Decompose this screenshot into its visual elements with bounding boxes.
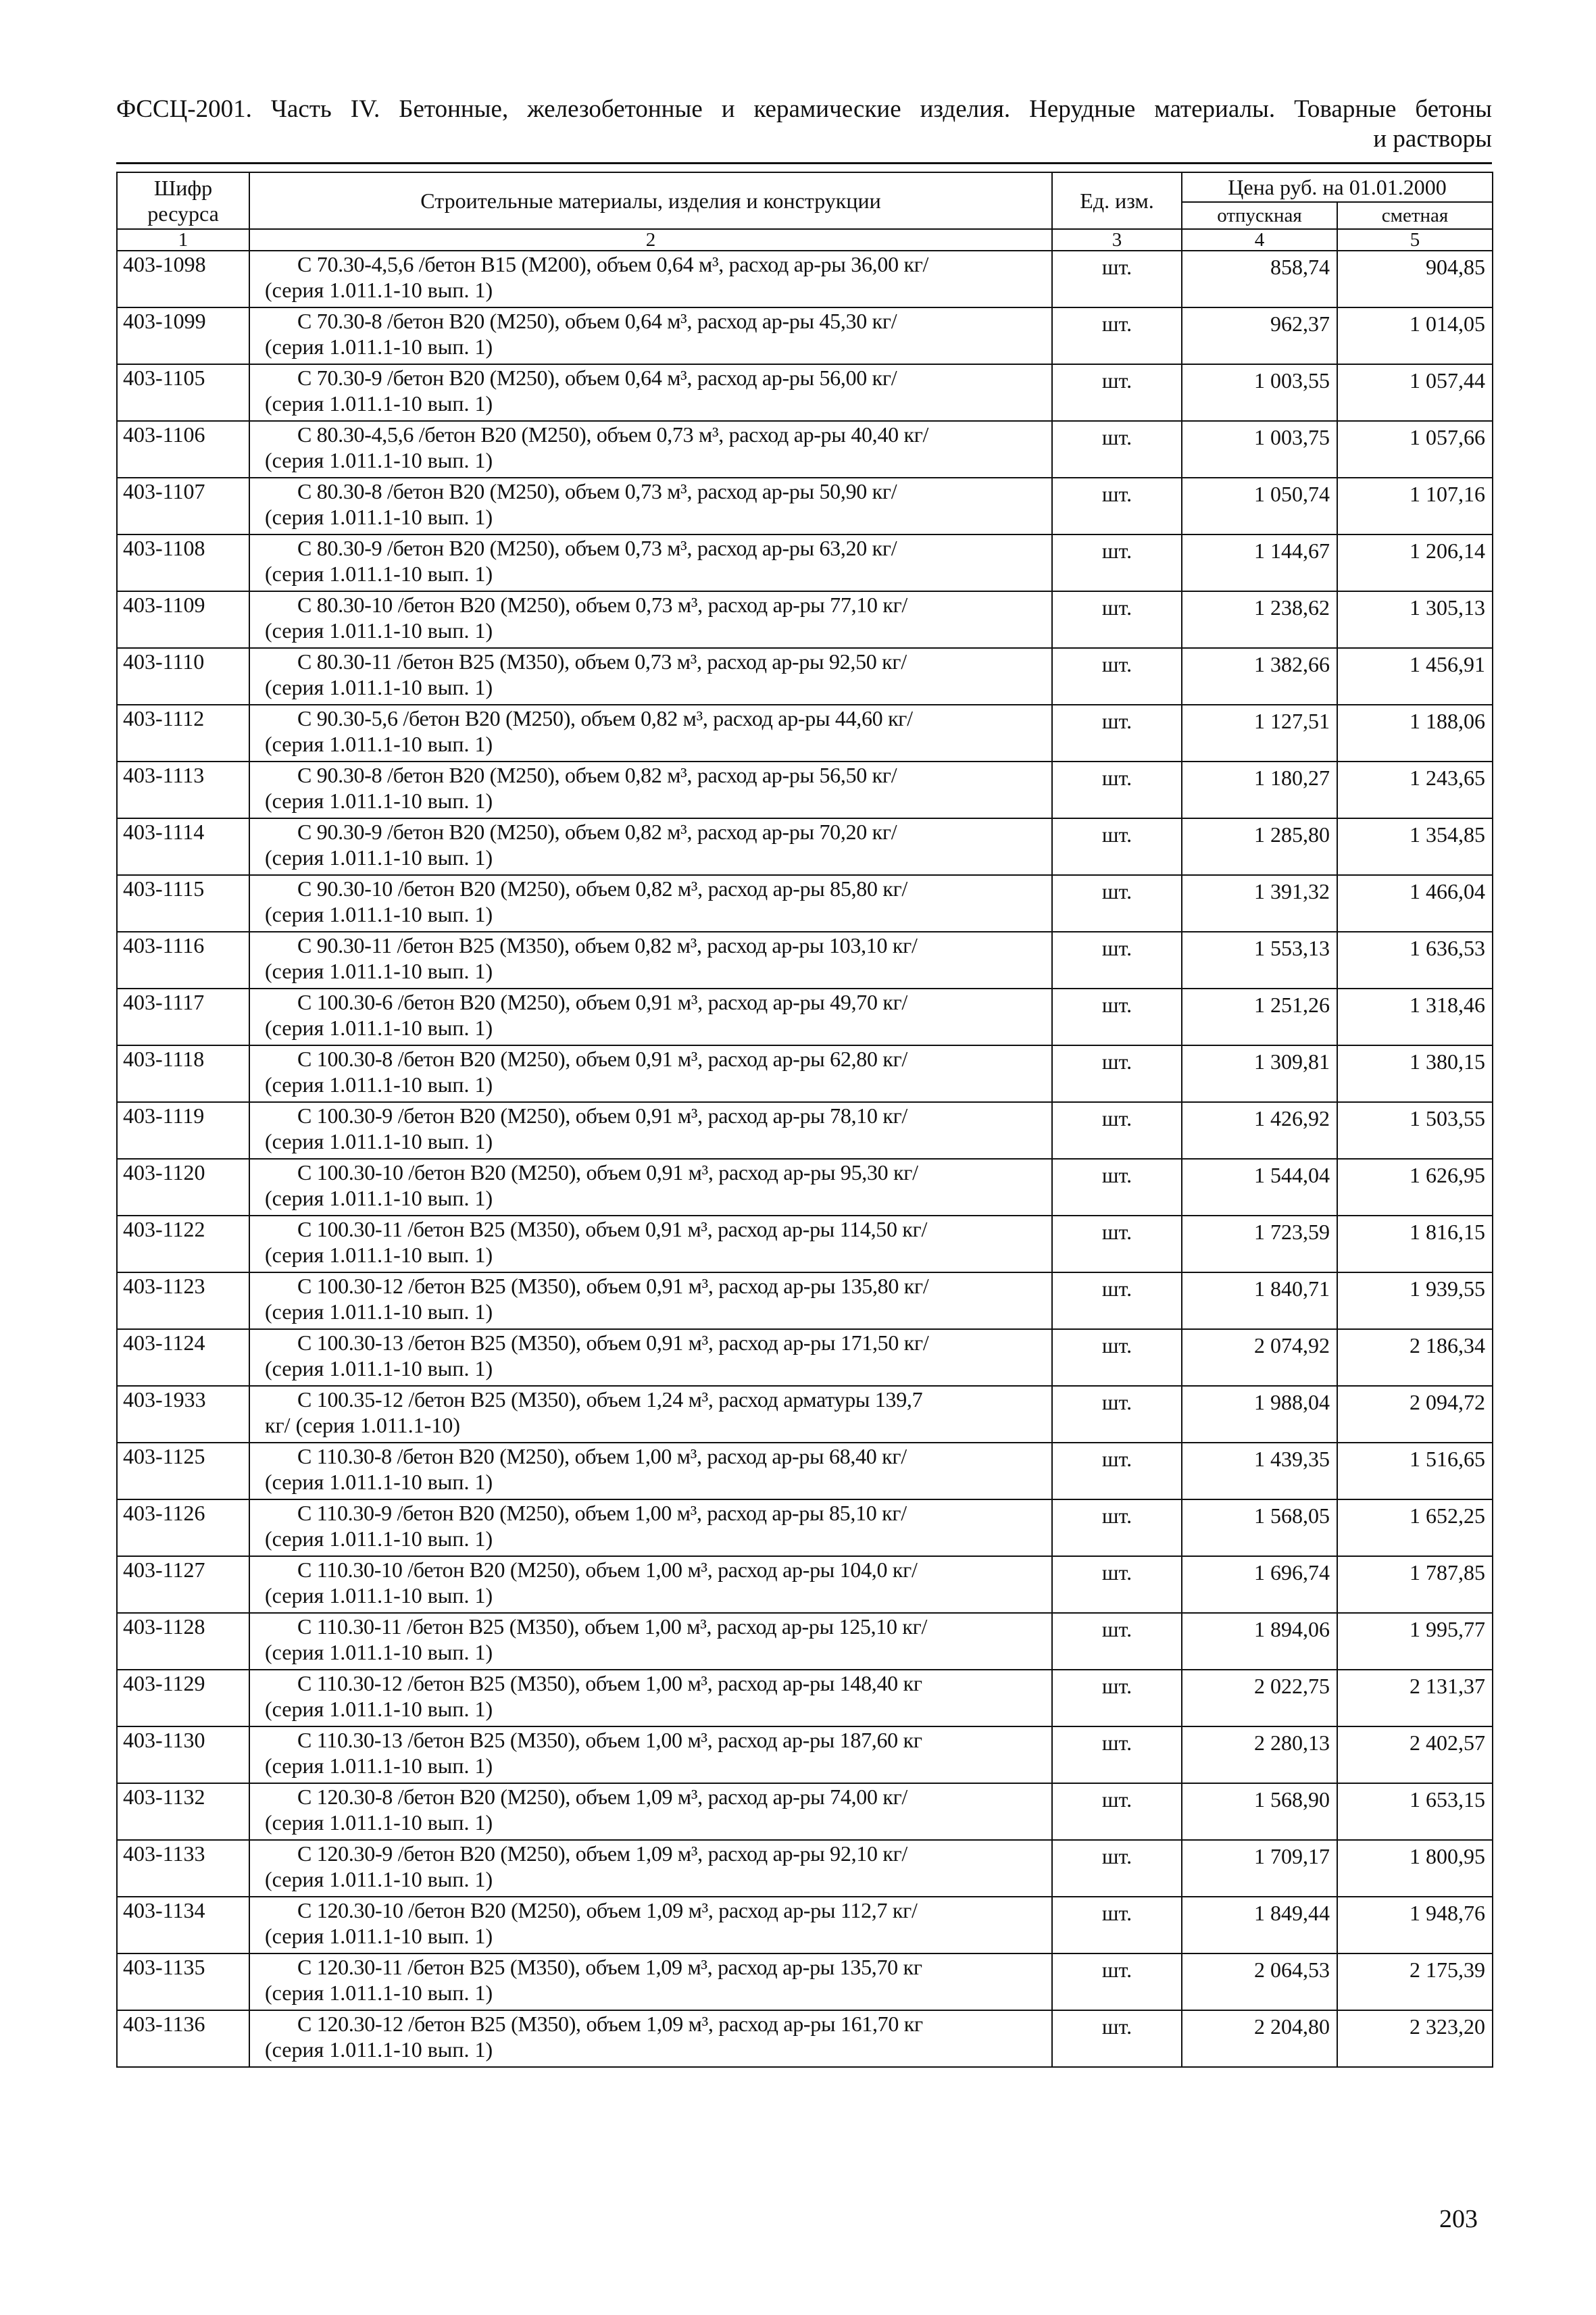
description-series: (серия 1.011.1-10 вып. 1): [265, 1129, 493, 1153]
column-header-price-group: Цена руб. на 01.01.2000: [1182, 172, 1493, 202]
estimate-price: 2 402,57: [1337, 1726, 1493, 1783]
description-line: С 90.30-10 /бетон В20 (М250), объем 0,82 м³, расход ар-ры 85,80 кг/: [297, 876, 908, 901]
material-description: [249, 989, 1052, 1045]
estimate-price: 1 354,85: [1337, 818, 1493, 875]
resource-code: 403-1135: [117, 1953, 249, 2010]
unit: шт.: [1052, 932, 1182, 989]
unit: шт.: [1052, 1216, 1182, 1272]
estimate-price: 1 948,76: [1337, 1897, 1493, 1953]
estimate-price: 1 626,95: [1337, 1159, 1493, 1216]
table-row: [117, 1045, 1493, 1102]
description-line: С 100.35-12 /бетон В25 (М350), объем 1,24 м³, расход арматуры 139,7: [297, 1387, 923, 1412]
estimate-price: 1 206,14: [1337, 534, 1493, 591]
description-series: (серия 1.011.1-10 вып. 1): [265, 391, 493, 416]
column-header-unit: Ед. изм.: [1052, 172, 1182, 229]
unit: шт.: [1052, 1726, 1182, 1783]
table-row: [117, 1670, 1493, 1726]
unit: шт.: [1052, 818, 1182, 875]
release-price: 1 127,51: [1182, 705, 1337, 762]
release-price: 1 180,27: [1182, 762, 1337, 818]
unit: шт.: [1052, 1329, 1182, 1386]
release-price: 1 251,26: [1182, 989, 1337, 1045]
release-price: 1 144,67: [1182, 534, 1337, 591]
estimate-price: 1 188,06: [1337, 705, 1493, 762]
description-series: (серия 1.011.1-10 вып. 1): [265, 1981, 493, 2005]
estimate-price: 1 503,55: [1337, 1102, 1493, 1159]
description-line: С 100.30-8 /бетон В20 (М250), объем 0,91 м³, расход ар-ры 62,80 кг/: [297, 1047, 908, 1071]
resource-code: 403-1110: [117, 648, 249, 705]
resource-code: 403-1108: [117, 534, 249, 591]
description-series: (серия 1.011.1-10 вып. 1): [265, 1299, 493, 1324]
material-description: [249, 364, 1052, 421]
unit: шт.: [1052, 251, 1182, 307]
table-row: [117, 932, 1493, 989]
table-row: [117, 1726, 1493, 1783]
resource-code: 403-1127: [117, 1556, 249, 1613]
material-description: [249, 307, 1052, 364]
description-series: (серия 1.011.1-10 вып. 1): [265, 1583, 493, 1608]
description-series: (серия 1.011.1-10 вып. 1): [265, 1470, 493, 1494]
table-header: [117, 172, 1493, 251]
column-number: 3: [1052, 229, 1182, 251]
description-line: С 120.30-12 /бетон В25 (М350), объем 1,09 м³, расход ар-ры 161,70 кг: [297, 2012, 923, 2036]
column-header-materials: Строительные материалы, изделия и конструкции: [249, 172, 1052, 229]
release-price: 1 003,55: [1182, 364, 1337, 421]
table-body: [117, 251, 1493, 2067]
release-price: 1 238,62: [1182, 591, 1337, 648]
estimate-price: 1 652,25: [1337, 1499, 1493, 1556]
resource-code: 403-1132: [117, 1783, 249, 1840]
material-description: [249, 1499, 1052, 1556]
release-price: 1 544,04: [1182, 1159, 1337, 1216]
release-price: 962,37: [1182, 307, 1337, 364]
material-description: [249, 1102, 1052, 1159]
resource-code: 403-1109: [117, 591, 249, 648]
description-series: (серия 1.011.1-10 вып. 1): [265, 1924, 493, 1948]
price-table: [116, 172, 1493, 2068]
estimate-price: 1 456,91: [1337, 648, 1493, 705]
description-line: С 90.30-11 /бетон В25 (М350), объем 0,82 м³, расход ар-ры 103,10 кг/: [297, 933, 918, 957]
resource-code: 403-1107: [117, 478, 249, 534]
description-series: (серия 1.011.1-10 вып. 1): [265, 732, 493, 756]
estimate-price: 1 800,95: [1337, 1840, 1493, 1897]
description-series: (серия 1.011.1-10 вып. 1): [265, 1072, 493, 1097]
release-price: 1 568,90: [1182, 1783, 1337, 1840]
description-series: (серия 1.011.1-10 вып. 1): [265, 1810, 493, 1835]
description-line: С 110.30-8 /бетон В20 (М250), объем 1,00 м³, расход ар-ры 68,40 кг/: [297, 1444, 907, 1468]
description-line: С 110.30-13 /бетон В25 (М350), объем 1,00 м³, расход ар-ры 187,60 кг: [297, 1728, 922, 1752]
table-row: [117, 1216, 1493, 1272]
table-row: [117, 591, 1493, 648]
description-line: С 100.30-9 /бетон В20 (М250), объем 0,91 м³, расход ар-ры 78,10 кг/: [297, 1103, 908, 1128]
material-description: [249, 591, 1052, 648]
material-description: [249, 1329, 1052, 1386]
unit: шт.: [1052, 1272, 1182, 1329]
table-row: [117, 875, 1493, 932]
description-series: (серия 1.011.1-10 вып. 1): [265, 2037, 493, 2062]
unit: шт.: [1052, 591, 1182, 648]
table-row: [117, 1953, 1493, 2010]
table-row: [117, 364, 1493, 421]
description-series: (серия 1.011.1-10 вып. 1): [265, 1016, 493, 1040]
release-price: 1 426,92: [1182, 1102, 1337, 1159]
material-description: [249, 1897, 1052, 1953]
release-price: 1 709,17: [1182, 1840, 1337, 1897]
description-line: С 100.30-10 /бетон В20 (М250), объем 0,91 м³, расход ар-ры 95,30 кг/: [297, 1160, 918, 1185]
description-series: (серия 1.011.1-10 вып. 1): [265, 902, 493, 926]
material-description: [249, 1670, 1052, 1726]
release-price: 1 391,32: [1182, 875, 1337, 932]
resource-code: 403-1105: [117, 364, 249, 421]
release-price: 2 074,92: [1182, 1329, 1337, 1386]
estimate-price: 2 175,39: [1337, 1953, 1493, 2010]
unit: шт.: [1052, 705, 1182, 762]
material-description: [249, 705, 1052, 762]
description-series: (серия 1.011.1-10 вып. 1): [265, 562, 493, 586]
column-number: 4: [1182, 229, 1337, 251]
description-series: (серия 1.011.1-10 вып. 1): [265, 1867, 493, 1891]
estimate-price: 1 014,05: [1337, 307, 1493, 364]
estimate-price: 1 380,15: [1337, 1045, 1493, 1102]
table-row: [117, 648, 1493, 705]
description-line: С 120.30-10 /бетон В20 (М250), объем 1,09 м³, расход ар-ры 112,7 кг/: [297, 1898, 918, 1922]
unit: шт.: [1052, 364, 1182, 421]
description-line: С 80.30-8 /бетон В20 (М250), объем 0,73 м³, расход ар-ры 50,90 кг/: [297, 479, 897, 503]
table-row: [117, 1443, 1493, 1499]
table-row: [117, 705, 1493, 762]
table-row: [117, 307, 1493, 364]
estimate-price: 2 131,37: [1337, 1670, 1493, 1726]
column-number: 5: [1337, 229, 1493, 251]
unit: шт.: [1052, 1613, 1182, 1670]
material-description: [249, 818, 1052, 875]
unit: шт.: [1052, 534, 1182, 591]
material-description: [249, 534, 1052, 591]
description-line: С 120.30-9 /бетон В20 (М250), объем 1,09 м³, расход ар-ры 92,10 кг/: [297, 1841, 908, 1866]
release-price: 1 553,13: [1182, 932, 1337, 989]
table-row: [117, 534, 1493, 591]
description-line: С 100.30-11 /бетон В25 (М350), объем 0,91 м³, расход ар-ры 114,50 кг/: [297, 1217, 928, 1241]
column-header-estimate-price: сметная: [1337, 202, 1493, 229]
unit: шт.: [1052, 2010, 1182, 2067]
description-series: (серия 1.011.1-10 вып. 1): [265, 1753, 493, 1778]
resource-code: 403-1120: [117, 1159, 249, 1216]
resource-code: 403-1125: [117, 1443, 249, 1499]
description-series: (серия 1.011.1-10 вып. 1): [265, 1526, 493, 1551]
document-title: ФССЦ-2001. Часть IV. Бетонные, железобетонные и керамические изделия. Нерудные материалы. Товарные бетоны: [116, 95, 1492, 123]
material-description: [249, 478, 1052, 534]
release-price: 2 022,75: [1182, 1670, 1337, 1726]
material-description: [249, 1216, 1052, 1272]
table-row: [117, 1499, 1493, 1556]
release-price: 1 840,71: [1182, 1272, 1337, 1329]
resource-code: 403-1114: [117, 818, 249, 875]
material-description: [249, 1840, 1052, 1897]
material-description: [249, 1726, 1052, 1783]
table-row: [117, 818, 1493, 875]
description-series: (серия 1.011.1-10 вып. 1): [265, 448, 493, 472]
table-row: [117, 1272, 1493, 1329]
unit: шт.: [1052, 1159, 1182, 1216]
estimate-price: 1 466,04: [1337, 875, 1493, 932]
unit: шт.: [1052, 989, 1182, 1045]
table-row: [117, 1386, 1493, 1443]
resource-code: 403-1116: [117, 932, 249, 989]
material-description: [249, 762, 1052, 818]
unit: шт.: [1052, 421, 1182, 478]
description-line: С 110.30-12 /бетон В25 (М350), объем 1,00 м³, расход ар-ры 148,40 кг: [297, 1671, 922, 1695]
resource-code: 403-1123: [117, 1272, 249, 1329]
estimate-price: 1 636,53: [1337, 932, 1493, 989]
material-description: [249, 1443, 1052, 1499]
estimate-price: 1 318,46: [1337, 989, 1493, 1045]
description-line: С 100.30-13 /бетон В25 (М350), объем 0,91 м³, расход ар-ры 171,50 кг/: [297, 1330, 929, 1355]
release-price: 1 285,80: [1182, 818, 1337, 875]
resource-code: 403-1099: [117, 307, 249, 364]
release-price: 1 894,06: [1182, 1613, 1337, 1670]
table-row: [117, 478, 1493, 534]
table-row: [117, 989, 1493, 1045]
description-line: С 110.30-11 /бетон В25 (М350), объем 1,00 м³, расход ар-ры 125,10 кг/: [297, 1614, 928, 1639]
description-series: (серия 1.011.1-10 вып. 1): [265, 278, 493, 302]
unit: шт.: [1052, 1783, 1182, 1840]
unit: шт.: [1052, 1840, 1182, 1897]
material-description: [249, 1045, 1052, 1102]
resource-code: 403-1130: [117, 1726, 249, 1783]
description-series: (серия 1.011.1-10 вып. 1): [265, 789, 493, 813]
unit: шт.: [1052, 1443, 1182, 1499]
release-price: 1 050,74: [1182, 478, 1337, 534]
release-price: 2 204,80: [1182, 2010, 1337, 2067]
release-price: 1 382,66: [1182, 648, 1337, 705]
description-series: (серия 1.011.1-10 вып. 1): [265, 618, 493, 643]
material-description: [249, 1159, 1052, 1216]
release-price: 1 439,35: [1182, 1443, 1337, 1499]
description-line: С 120.30-11 /бетон В25 (М350), объем 1,09 м³, расход ар-ры 135,70 кг: [297, 1955, 922, 1979]
estimate-price: 2 094,72: [1337, 1386, 1493, 1443]
resource-code: 403-1106: [117, 421, 249, 478]
unit: шт.: [1052, 1670, 1182, 1726]
material-description: [249, 1386, 1052, 1443]
release-price: 1 003,75: [1182, 421, 1337, 478]
release-price: 858,74: [1182, 251, 1337, 307]
table-row: [117, 2010, 1493, 2067]
description-line: С 90.30-9 /бетон В20 (М250), объем 0,82 м³, расход ар-ры 70,20 кг/: [297, 820, 897, 844]
resource-code: 403-1119: [117, 1102, 249, 1159]
description-series: (серия 1.011.1-10 вып. 1): [265, 1186, 493, 1210]
table-row: [117, 1783, 1493, 1840]
material-description: [249, 1783, 1052, 1840]
unit: шт.: [1052, 1556, 1182, 1613]
estimate-price: 1 057,44: [1337, 364, 1493, 421]
resource-code: 403-1126: [117, 1499, 249, 1556]
description-line: С 90.30-8 /бетон В20 (М250), объем 0,82 м³, расход ар-ры 56,50 кг/: [297, 763, 897, 787]
table-row: [117, 1897, 1493, 1953]
description-line: С 80.30-11 /бетон В25 (М350), объем 0,73 м³, расход ар-ры 92,50 кг/: [297, 649, 907, 674]
description-line: С 120.30-8 /бетон В20 (М250), объем 1,09 м³, расход ар-ры 74,00 кг/: [297, 1785, 908, 1809]
table-row: [117, 762, 1493, 818]
resource-code: 403-1933: [117, 1386, 249, 1443]
column-header-release-price: отпускная: [1182, 202, 1337, 229]
column-number: 1: [117, 229, 249, 251]
document-title-continued: и растворы: [1373, 125, 1492, 153]
description-series: (серия 1.011.1-10 вып. 1): [265, 1356, 493, 1380]
release-price: 1 309,81: [1182, 1045, 1337, 1102]
resource-code: 403-1122: [117, 1216, 249, 1272]
estimate-price: 1 107,16: [1337, 478, 1493, 534]
description-series: (серия 1.011.1-10 вып. 1): [265, 334, 493, 359]
description-series: (серия 1.011.1-10 вып. 1): [265, 845, 493, 870]
material-description: [249, 251, 1052, 307]
description-line: С 70.30-8 /бетон В20 (М250), объем 0,64 м³, расход ар-ры 45,30 кг/: [297, 309, 897, 333]
resource-code: 403-1129: [117, 1670, 249, 1726]
header-rule: [116, 162, 1492, 164]
estimate-price: 1 057,66: [1337, 421, 1493, 478]
table-row: [117, 251, 1493, 307]
description-series: (серия 1.011.1-10 вып. 1): [265, 959, 493, 983]
estimate-price: 1 653,15: [1337, 1783, 1493, 1840]
material-description: [249, 421, 1052, 478]
description-series: (серия 1.011.1-10 вып. 1): [265, 675, 493, 699]
resource-code: 403-1115: [117, 875, 249, 932]
estimate-price: 1 516,65: [1337, 1443, 1493, 1499]
description-line: С 70.30-9 /бетон В20 (М250), объем 0,64 м³, расход ар-ры 56,00 кг/: [297, 366, 897, 390]
unit: шт.: [1052, 875, 1182, 932]
material-description: [249, 932, 1052, 989]
resource-code: 403-1112: [117, 705, 249, 762]
table-row: [117, 1613, 1493, 1670]
resource-code: 403-1136: [117, 2010, 249, 2067]
release-price: 1 988,04: [1182, 1386, 1337, 1443]
description-line: С 100.30-12 /бетон В25 (М350), объем 0,91 м³, расход ар-ры 135,80 кг/: [297, 1274, 929, 1298]
description-line: С 90.30-5,6 /бетон В20 (М250), объем 0,82 м³, расход ар-ры 44,60 кг/: [297, 706, 913, 730]
unit: шт.: [1052, 307, 1182, 364]
table-row: [117, 1159, 1493, 1216]
estimate-price: 1 243,65: [1337, 762, 1493, 818]
unit: шт.: [1052, 478, 1182, 534]
unit: шт.: [1052, 1499, 1182, 1556]
release-price: 2 280,13: [1182, 1726, 1337, 1783]
resource-code: 403-1118: [117, 1045, 249, 1102]
estimate-price: 1 816,15: [1337, 1216, 1493, 1272]
material-description: [249, 648, 1052, 705]
description-series: кг/ (серия 1.011.1-10): [265, 1413, 460, 1437]
resource-code: 403-1128: [117, 1613, 249, 1670]
description-line: С 100.30-6 /бетон В20 (М250), объем 0,91 м³, расход ар-ры 49,70 кг/: [297, 990, 908, 1014]
unit: шт.: [1052, 1953, 1182, 2010]
unit: шт.: [1052, 1102, 1182, 1159]
resource-code: 403-1113: [117, 762, 249, 818]
estimate-price: 1 995,77: [1337, 1613, 1493, 1670]
description-series: (серия 1.011.1-10 вып. 1): [265, 1697, 493, 1721]
unit: шт.: [1052, 762, 1182, 818]
description-line: С 80.30-4,5,6 /бетон В20 (М250), объем 0,73 м³, расход ар-ры 40,40 кг/: [297, 422, 929, 447]
material-description: [249, 1556, 1052, 1613]
release-price: 1 696,74: [1182, 1556, 1337, 1613]
resource-code: 403-1098: [117, 251, 249, 307]
release-price: 1 849,44: [1182, 1897, 1337, 1953]
resource-code: 403-1124: [117, 1329, 249, 1386]
column-number-row: [117, 229, 1493, 251]
resource-code: 403-1117: [117, 989, 249, 1045]
column-number: 2: [249, 229, 1052, 251]
column-header-code: Шифр ресурса: [117, 172, 249, 229]
description-line: С 110.30-9 /бетон В20 (М250), объем 1,00 м³, расход ар-ры 85,10 кг/: [297, 1501, 907, 1525]
description-series: (серия 1.011.1-10 вып. 1): [265, 505, 493, 529]
description-line: С 80.30-9 /бетон В20 (М250), объем 0,73 м³, расход ар-ры 63,20 кг/: [297, 536, 897, 560]
release-price: 2 064,53: [1182, 1953, 1337, 2010]
estimate-price: 2 186,34: [1337, 1329, 1493, 1386]
estimate-price: 1 787,85: [1337, 1556, 1493, 1613]
release-price: 1 723,59: [1182, 1216, 1337, 1272]
unit: шт.: [1052, 1897, 1182, 1953]
description-line: С 110.30-10 /бетон В20 (М250), объем 1,00 м³, расход ар-ры 104,0 кг/: [297, 1558, 918, 1582]
table-row: [117, 1840, 1493, 1897]
estimate-price: 1 305,13: [1337, 591, 1493, 648]
page-number: 203: [1439, 2205, 1478, 2233]
description-line: С 80.30-10 /бетон В20 (М250), объем 0,73 м³, расход ар-ры 77,10 кг/: [297, 593, 908, 617]
description-line: С 70.30-4,5,6 /бетон В15 (М200), объем 0,64 м³, расход ар-ры 36,00 кг/: [297, 252, 929, 276]
resource-code: 403-1133: [117, 1840, 249, 1897]
page-header: [116, 95, 1492, 154]
unit: шт.: [1052, 1386, 1182, 1443]
release-price: 1 568,05: [1182, 1499, 1337, 1556]
material-description: [249, 2010, 1052, 2067]
unit: шт.: [1052, 648, 1182, 705]
description-series: (серия 1.011.1-10 вып. 1): [265, 1243, 493, 1267]
estimate-price: 904,85: [1337, 251, 1493, 307]
resource-code: 403-1134: [117, 1897, 249, 1953]
table-row: [117, 421, 1493, 478]
table-row: [117, 1102, 1493, 1159]
material-description: [249, 1272, 1052, 1329]
material-description: [249, 875, 1052, 932]
material-description: [249, 1953, 1052, 2010]
estimate-price: 2 323,20: [1337, 2010, 1493, 2067]
description-series: (серия 1.011.1-10 вып. 1): [265, 1640, 493, 1664]
unit: шт.: [1052, 1045, 1182, 1102]
table-row: [117, 1556, 1493, 1613]
material-description: [249, 1613, 1052, 1670]
estimate-price: 1 939,55: [1337, 1272, 1493, 1329]
table-row: [117, 1329, 1493, 1386]
